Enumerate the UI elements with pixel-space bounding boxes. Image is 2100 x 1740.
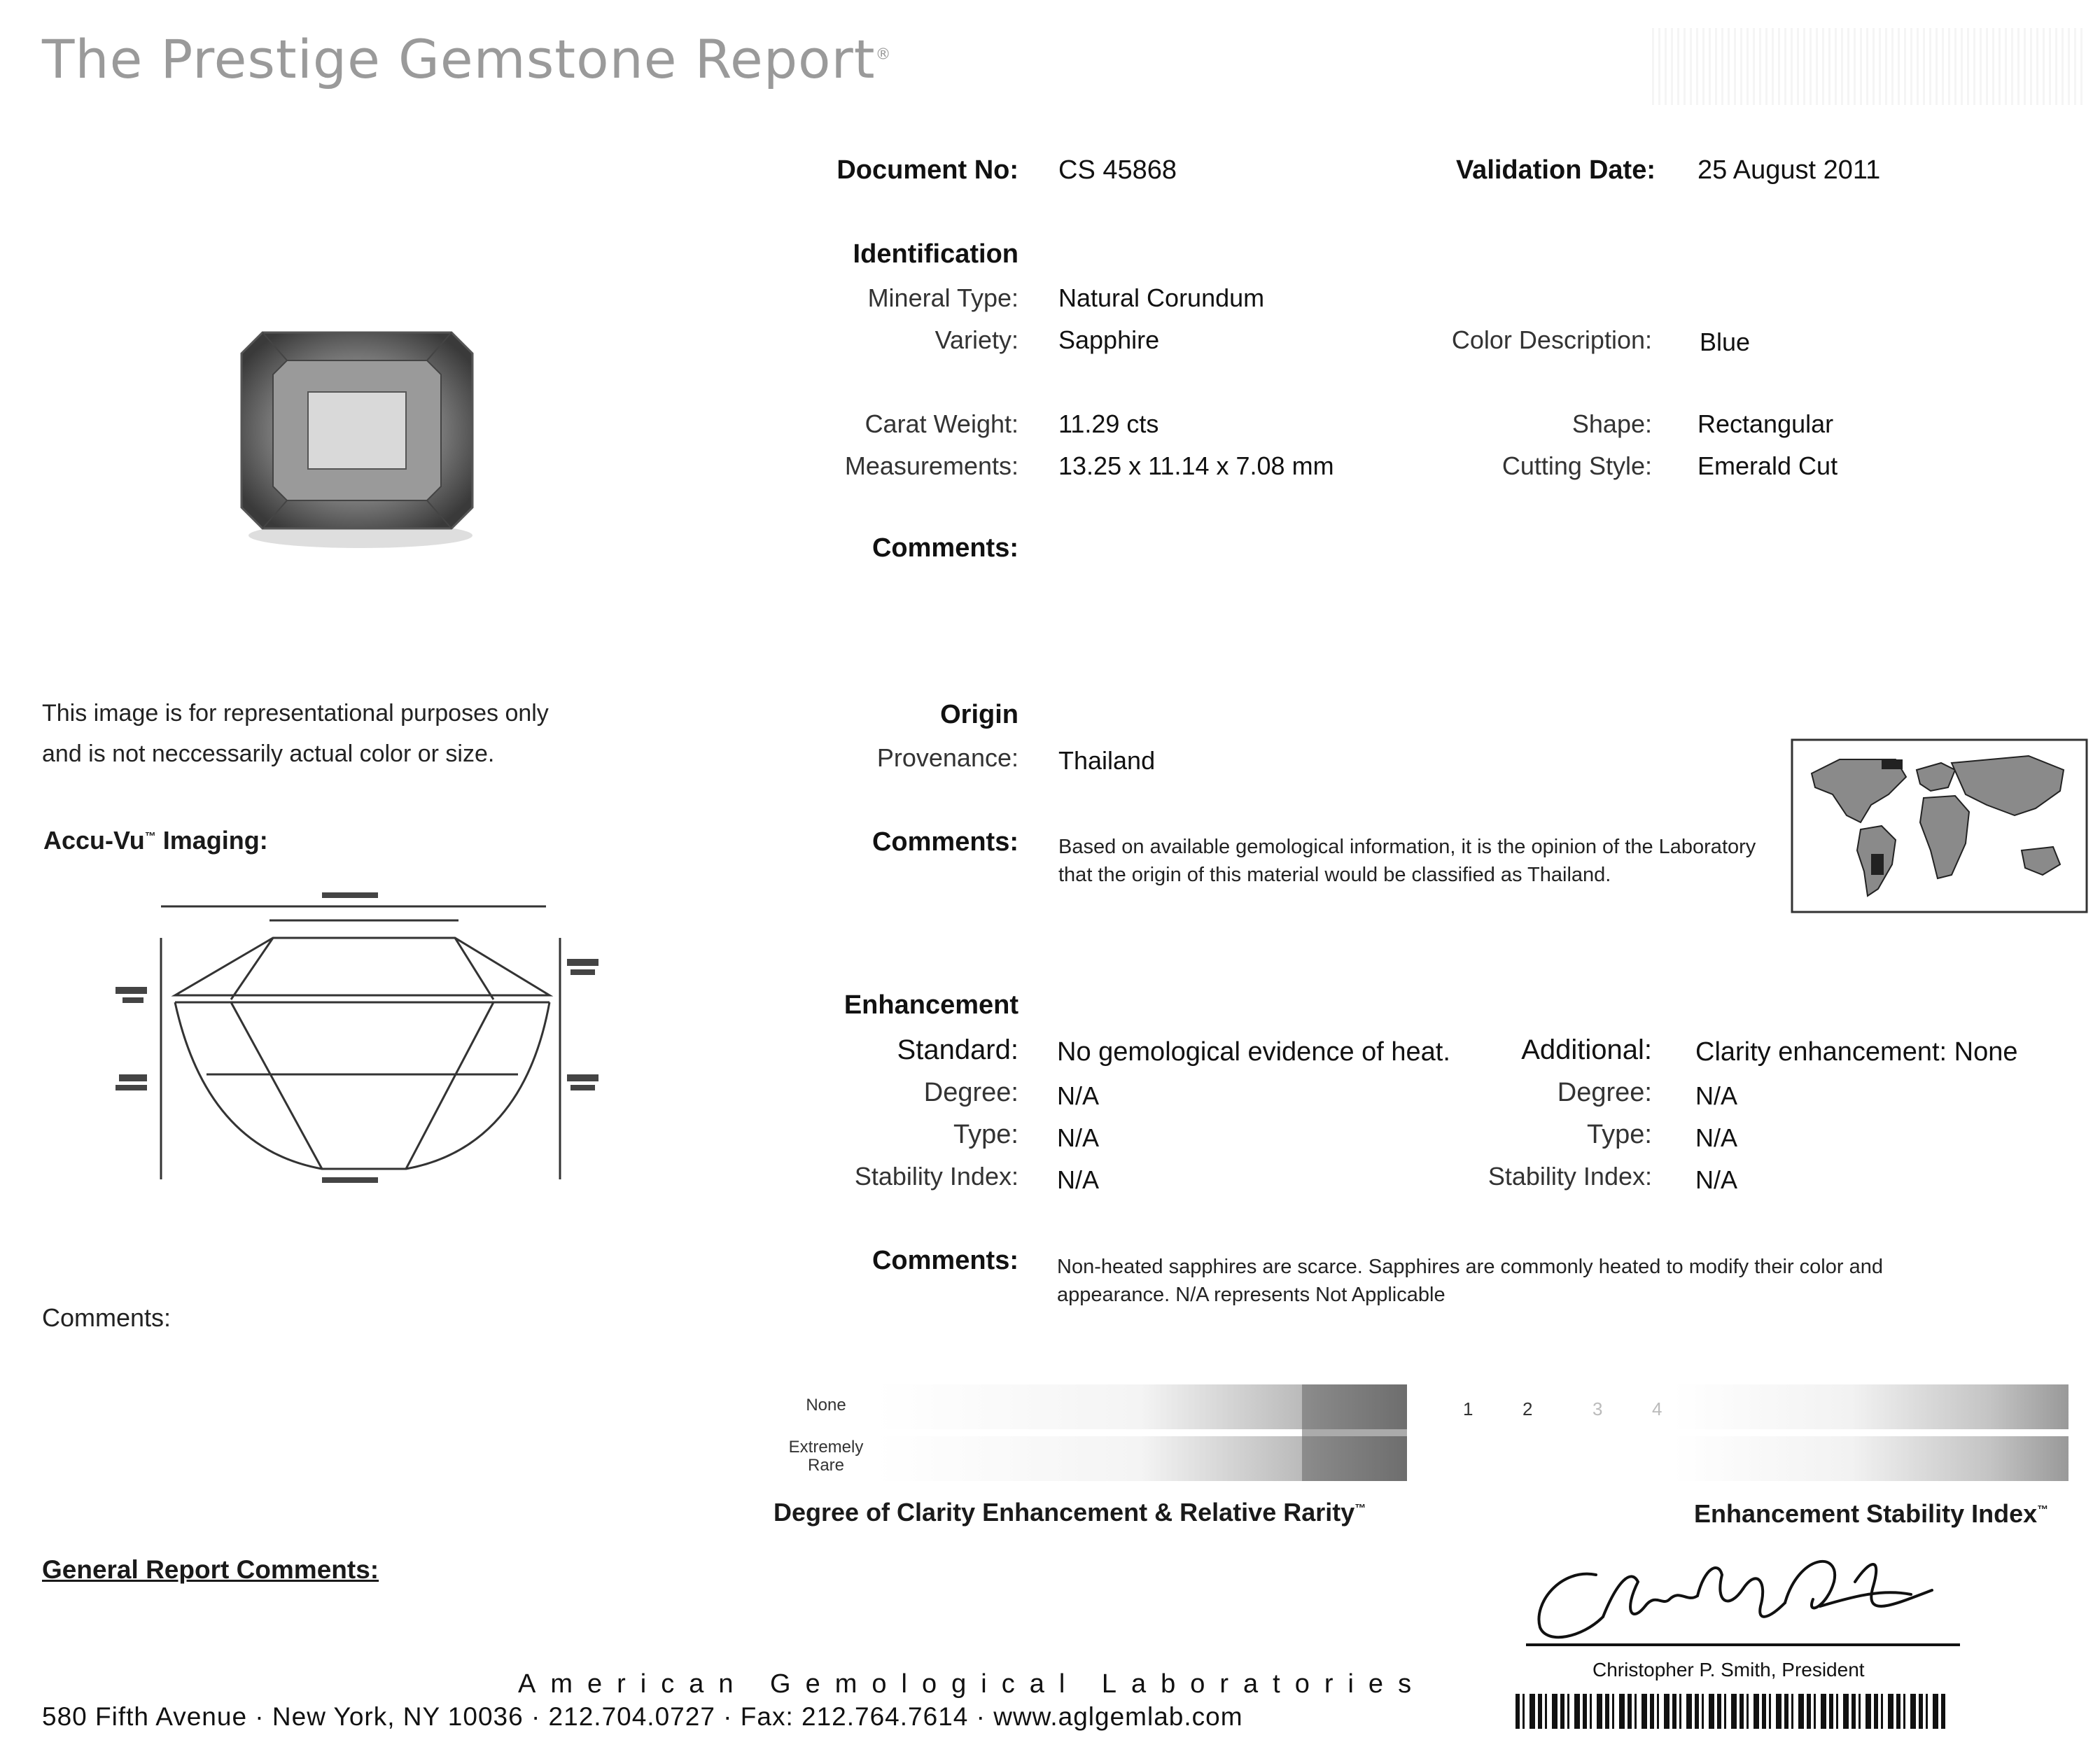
stability-index-label-additional: Stability Index: [1488, 1162, 1652, 1191]
stability-num-3: 3 [1592, 1398, 1603, 1419]
cutting-style: Emerald Cut [1698, 451, 1838, 480]
accu-vu-diagram [105, 889, 616, 1197]
type-label-additional: Type: [1587, 1120, 1652, 1149]
shape: Rectangular [1698, 409, 1834, 438]
gem-image [231, 322, 490, 553]
degree-label-additional: Degree: [1557, 1078, 1652, 1107]
origin-heading: Origin [940, 700, 1018, 729]
provenance: Thailand [1058, 746, 1156, 775]
standard-label: Standard: [897, 1034, 1018, 1065]
stability-index-value: N/A [1057, 1165, 1100, 1194]
identification-comments-label: Comments: [872, 533, 1018, 563]
stability-caption: Enhancement Stability Index™ [1694, 1499, 2049, 1528]
additional-value: Clarity enhancement: None [1695, 1037, 2018, 1067]
stability-gauge-bar [1673, 1384, 2068, 1482]
document-number-label: Document No: [836, 155, 1018, 185]
stability-num-2: 2 [1522, 1398, 1533, 1419]
left-comments-label: Comments: [42, 1303, 172, 1332]
additional-label: Additional: [1521, 1034, 1652, 1065]
barcode [1516, 1694, 1946, 1729]
type-label: Type: [953, 1120, 1018, 1149]
color-description: Blue [1700, 328, 1751, 356]
degree-value-additional: N/A [1695, 1081, 1738, 1110]
provenance-label: Provenance: [876, 743, 1018, 772]
clarity-caption: Degree of Clarity Enhancement & Relative Rarity™ [774, 1498, 1366, 1527]
stability-num-1: 1 [1463, 1398, 1474, 1419]
measurements-label: Measurements: [844, 451, 1018, 480]
enhancement-heading: Enhancement [844, 990, 1018, 1020]
cutting-style-label: Cutting Style: [1502, 451, 1652, 480]
type-value: N/A [1057, 1123, 1100, 1152]
validation-date-label: Validation Date: [1455, 155, 1656, 185]
enhancement-comments: Non-heated sapphires are scarce. Sapphires are commonly heated to modify their color and appearance. N/A represents Not Applicable [1057, 1256, 1883, 1306]
shape-label: Shape: [1572, 409, 1652, 438]
image-note-line1: This image is for representational purposes only [42, 700, 549, 727]
standard-value: No gemological evidence of heat. [1057, 1037, 1450, 1067]
carat-weight: 11.29 cts [1058, 409, 1159, 438]
footer-lab-name: American Gemological Laboratories [518, 1669, 1427, 1699]
signature-image [1519, 1540, 1967, 1655]
stability-index-label: Stability Index: [854, 1162, 1018, 1191]
stability-index-value-additional: N/A [1695, 1165, 1738, 1194]
measurements: 13.25 x 11.14 x 7.08 mm [1058, 451, 1334, 480]
document-number: CS 45868 [1058, 155, 1177, 185]
identification-heading: Identification [853, 239, 1018, 269]
origin-comments: Based on available gemological information, it is the opinion of the Laboratory that the origin of this material would be classified as Thailand. [1058, 836, 1756, 886]
clarity-row2-label: Extremely Rare [788, 1438, 864, 1475]
enhancement-comments-label: Comments: [872, 1246, 1018, 1275]
world-map [1791, 738, 2088, 913]
clarity-gauge-bar [875, 1384, 1407, 1482]
signatory-name: Christopher P. Smith, President [1592, 1659, 1865, 1681]
footer-address: 580 Fifth Avenue · New York, NY 10036 · 212.704.0727 · Fax: 212.764.7614 · www.aglgemlab.com [42, 1702, 1243, 1731]
mineral-type: Natural Corundum [1058, 283, 1265, 312]
validation-date: 25 August 2011 [1698, 155, 1881, 185]
variety-label: Variety: [934, 325, 1018, 354]
type-value-additional: N/A [1695, 1123, 1738, 1152]
degree-label: Degree: [923, 1078, 1018, 1107]
stability-num-4: 4 [1652, 1398, 1662, 1419]
image-note-line2: and is not neccessarily actual color or size. [42, 741, 495, 767]
general-report-comments-label: General Report Comments: [42, 1555, 379, 1584]
origin-comments-label: Comments: [872, 827, 1018, 857]
report-title: The Prestige Gemstone Report® [42, 28, 892, 90]
mineral-type-label: Mineral Type: [867, 283, 1018, 312]
carat-weight-label: Carat Weight: [864, 409, 1018, 438]
color-description-label: Color Description: [1451, 325, 1652, 354]
accu-vu-label: Accu-Vu™ Imaging: [43, 826, 268, 855]
top-right-noise [1652, 28, 2086, 105]
clarity-row1-label: None [806, 1396, 846, 1415]
degree-value: N/A [1057, 1081, 1100, 1110]
variety: Sapphire [1058, 325, 1160, 354]
